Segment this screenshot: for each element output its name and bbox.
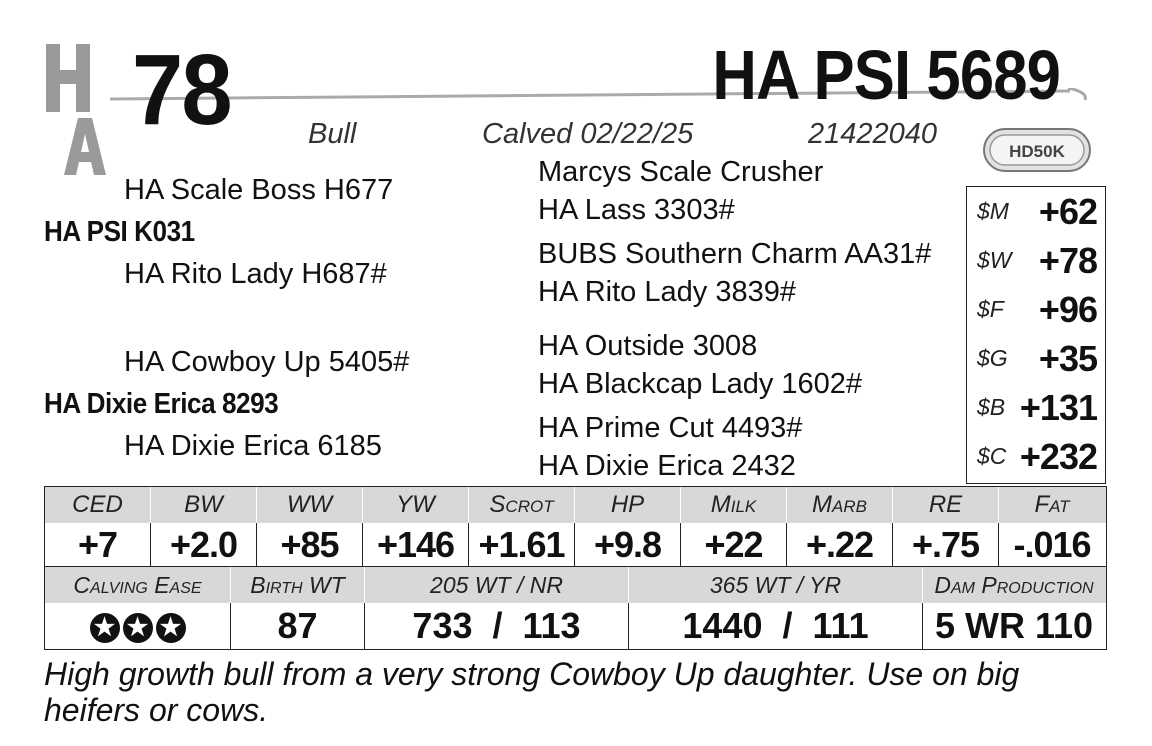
animal-name: HA PSI 5689	[712, 36, 1060, 114]
sire-sire-sire: Marcys Scale Crusher	[538, 156, 824, 188]
epd-table	[44, 486, 1107, 566]
wt365-value: 1440 / 111	[629, 603, 923, 649]
sire-dam-sire: BUBS Southern Charm AA31#	[538, 238, 932, 270]
index-label: $M	[977, 198, 1009, 224]
index-label: $C	[977, 443, 1007, 469]
star-icon: ★	[123, 613, 153, 643]
wt205-value: 733 / 113	[365, 603, 629, 649]
epd-header: YW	[363, 487, 469, 523]
index-value: +232	[1019, 436, 1097, 477]
dollar-index-box	[966, 186, 1106, 484]
performance-table	[44, 566, 1107, 650]
index-label: $F	[977, 296, 1004, 322]
birth-wt-value: 87	[231, 603, 365, 649]
dam-dam: HA Dixie Erica 6185	[124, 430, 382, 462]
sire-dam: HA Rito Lady H687#	[124, 258, 387, 290]
lot-number: 78	[132, 34, 231, 146]
epd-header: Scrot	[469, 487, 575, 523]
birth-wt-header: Birth WT	[231, 567, 365, 603]
dam-production-value: 5 WR 110	[934, 605, 1094, 646]
index-label: $W	[977, 247, 1012, 273]
epd-header: CED	[45, 487, 151, 523]
index-value: +62	[1038, 191, 1097, 232]
index-row-w	[967, 236, 1105, 285]
hd50k-badge-icon	[982, 127, 1092, 173]
calved-date: Calved 02/22/25	[482, 118, 694, 150]
index-row-f	[967, 285, 1105, 334]
sire: HA PSI K031	[44, 216, 195, 248]
epd-header: BW	[151, 487, 257, 523]
epd-value: +7	[45, 523, 151, 567]
badge-label: HD50K	[1009, 142, 1065, 161]
epd-value: +146	[363, 523, 469, 567]
epd-value: +1.61	[469, 523, 575, 567]
index-row-c	[967, 432, 1105, 481]
registration-number: 21422040	[808, 118, 938, 150]
epd-value: +2.0	[151, 523, 257, 567]
epd-value: -.016	[1013, 524, 1091, 565]
epd-header: WW	[257, 487, 363, 523]
index-value: +96	[1038, 289, 1097, 330]
calving-ease-stars	[90, 613, 186, 643]
wt205-header: 205 WT / NR	[365, 567, 629, 603]
index-label: $B	[977, 394, 1006, 420]
index-label: $G	[977, 345, 1008, 371]
wt365-header: 365 WT / YR	[629, 567, 923, 603]
epd-header: Fat	[1034, 491, 1070, 518]
index-value: +35	[1038, 338, 1097, 379]
sire-sire-dam: HA Lass 3303#	[538, 194, 735, 226]
epd-value: +.75	[893, 523, 999, 567]
epd-value: +85	[257, 523, 363, 567]
epd-header: HP	[575, 487, 681, 523]
dam-sire-dam: HA Blackcap Lady 1602#	[538, 368, 863, 400]
sire-sire: HA Scale Boss H677	[124, 174, 394, 206]
calving-ease-rating	[45, 603, 231, 649]
dam: HA Dixie Erica 8293	[44, 388, 279, 420]
epd-header: RE	[893, 487, 999, 523]
epd-header: Milk	[681, 487, 787, 523]
index-row-g	[967, 334, 1105, 383]
dam-production-header: Dam Production	[934, 572, 1094, 598]
dam-dam-sire: HA Prime Cut 4493#	[538, 412, 803, 444]
epd-value: +9.8	[575, 523, 681, 567]
calving-ease-header: Calving Ease	[45, 567, 231, 603]
index-row-m	[967, 187, 1105, 236]
ha-logo-icon	[42, 40, 122, 180]
comment-text: High growth bull from a very strong Cowboy Up daughter. Use on big heifers or cows.	[44, 656, 1020, 728]
star-icon: ★	[156, 613, 186, 643]
index-row-b	[967, 383, 1105, 432]
epd-value: +22	[681, 523, 787, 567]
dam-sire: HA Cowboy Up 5405#	[124, 346, 410, 378]
sire-dam-dam: HA Rito Lady 3839#	[538, 276, 796, 308]
sex-label: Bull	[308, 118, 357, 150]
index-value: +78	[1038, 240, 1097, 281]
dam-dam-dam: HA Dixie Erica 2432	[538, 450, 796, 482]
index-value: +131	[1019, 387, 1097, 428]
epd-header: Marb	[787, 487, 893, 523]
star-icon: ★	[90, 613, 120, 643]
dam-sire-sire: HA Outside 3008	[538, 330, 758, 362]
epd-value: +.22	[787, 523, 893, 567]
